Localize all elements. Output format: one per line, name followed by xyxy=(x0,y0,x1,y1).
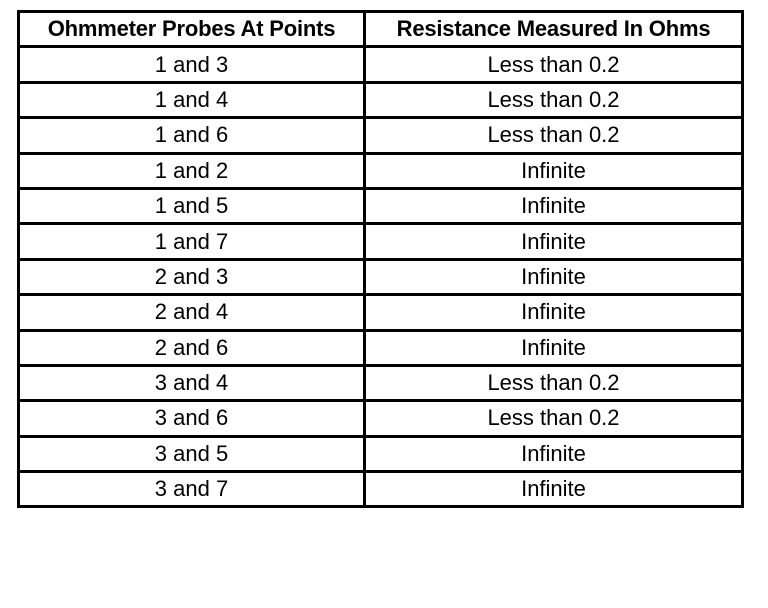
resistance-cell: Infinite xyxy=(365,188,743,223)
probe-points-cell: 1 and 6 xyxy=(19,118,365,153)
resistance-cell: Infinite xyxy=(365,472,743,507)
resistance-cell: Infinite xyxy=(365,224,743,259)
table-row xyxy=(19,188,743,223)
resistance-cell: Infinite xyxy=(365,330,743,365)
resistance-cell: Less than 0.2 xyxy=(365,82,743,117)
probe-points-cell: 1 and 2 xyxy=(19,153,365,188)
resistance-cell: Infinite xyxy=(365,153,743,188)
header-probe-points: Ohmmeter Probes At Points xyxy=(19,12,365,47)
probe-points-cell: 1 and 7 xyxy=(19,224,365,259)
header-resistance: Resistance Measured In Ohms xyxy=(365,12,743,47)
table-row xyxy=(19,259,743,294)
resistance-cell: Less than 0.2 xyxy=(365,401,743,436)
probe-points-cell: 1 and 3 xyxy=(19,47,365,82)
resistance-cell: Infinite xyxy=(365,259,743,294)
table-row xyxy=(19,401,743,436)
probe-points-cell: 3 and 7 xyxy=(19,472,365,507)
probe-points-cell: 2 and 3 xyxy=(19,259,365,294)
probe-points-cell: 2 and 6 xyxy=(19,330,365,365)
probe-points-cell: 3 and 6 xyxy=(19,401,365,436)
probe-points-cell: 1 and 5 xyxy=(19,188,365,223)
resistance-table-container xyxy=(17,10,741,508)
table-header-row xyxy=(19,12,743,47)
resistance-cell: Less than 0.2 xyxy=(365,118,743,153)
table-row xyxy=(19,118,743,153)
table-row xyxy=(19,436,743,471)
probe-points-cell: 1 and 4 xyxy=(19,82,365,117)
table-row xyxy=(19,224,743,259)
table-row xyxy=(19,295,743,330)
table-row xyxy=(19,153,743,188)
table-row xyxy=(19,365,743,400)
resistance-cell: Less than 0.2 xyxy=(365,365,743,400)
probe-points-cell: 2 and 4 xyxy=(19,295,365,330)
table-row xyxy=(19,82,743,117)
probe-points-cell: 3 and 4 xyxy=(19,365,365,400)
table-row xyxy=(19,47,743,82)
resistance-cell: Less than 0.2 xyxy=(365,47,743,82)
resistance-table xyxy=(17,10,744,508)
table-row xyxy=(19,472,743,507)
probe-points-cell: 3 and 5 xyxy=(19,436,365,471)
resistance-cell: Infinite xyxy=(365,436,743,471)
resistance-cell: Infinite xyxy=(365,295,743,330)
table-row xyxy=(19,330,743,365)
